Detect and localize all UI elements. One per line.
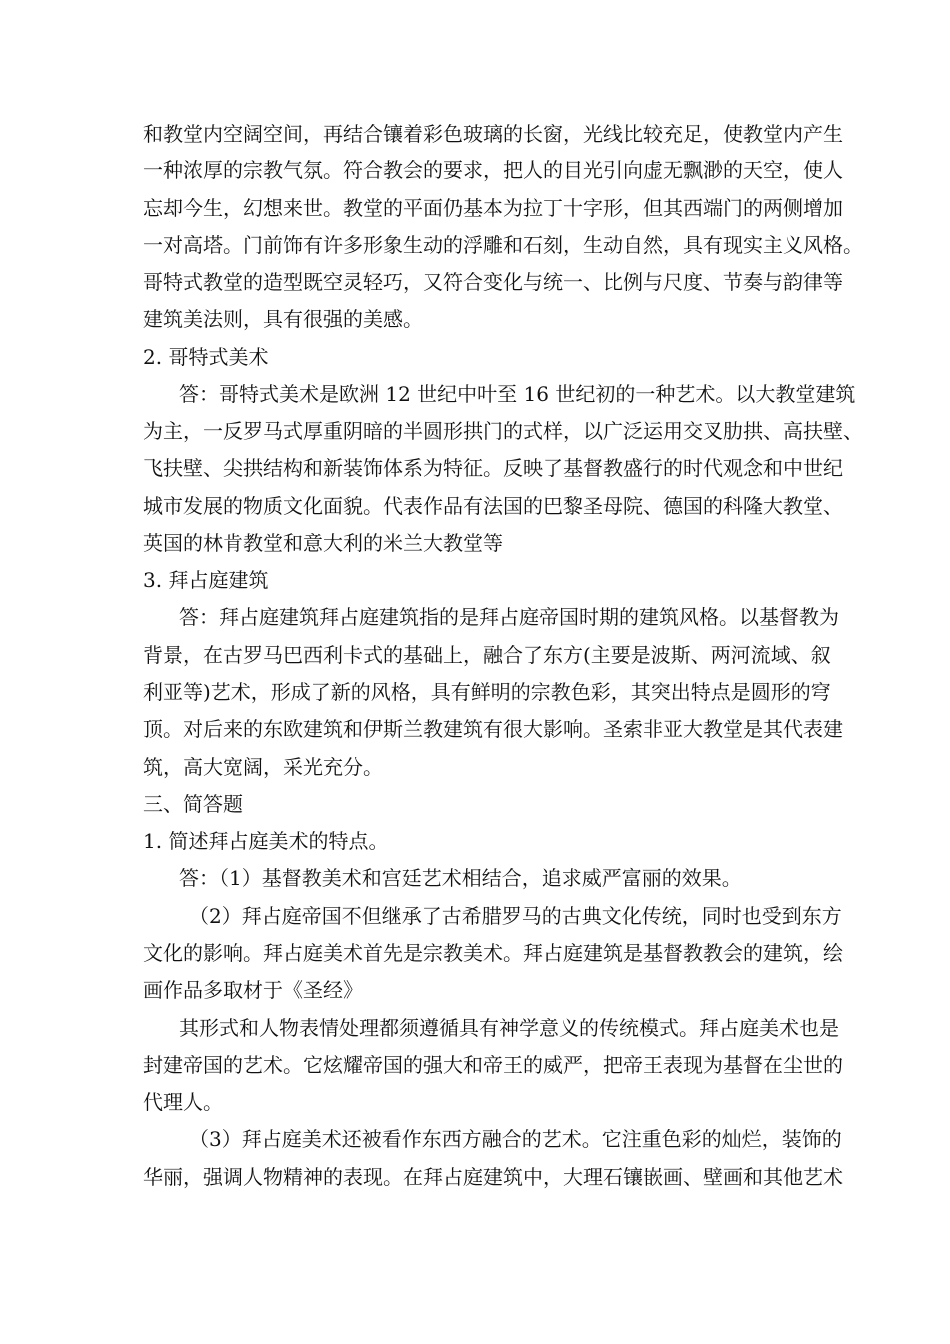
text-line-content: 封建帝国的艺术。它炫耀帝国的强大和帝王的威严，把帝王表现为基督在尘世的 <box>143 1053 843 1077</box>
text-line <box>0 190 950 226</box>
text-line <box>0 935 950 971</box>
text-line-content: 建筑美法则，具有很强的美感。 <box>143 307 423 331</box>
text-line <box>0 152 950 188</box>
text-line-content: 其形式和人物表情处理都须遵循具有神学意义的传统模式。拜占庭美术也是 <box>179 1016 839 1040</box>
question-heading-text: 1. 简述拜占庭美术的特点。 <box>143 829 389 853</box>
text-line-content: （2）拜占庭帝国不但继承了古希腊罗马的古典文化传统，同时也受到东方 <box>189 904 842 928</box>
text-line <box>0 301 950 337</box>
text-line-content: 顶。对后来的东欧建筑和伊斯兰教建筑有很大影响。圣索非亚大教堂是其代表建 <box>143 717 843 741</box>
text-line-content: 画作品多取材于《圣经》 <box>143 978 363 1002</box>
text-line <box>0 711 950 747</box>
text-line-content: 城市发展的物质文化面貌。代表作品有法国的巴黎圣母院、德国的科隆大教堂、 <box>143 494 843 518</box>
text-line-content: 华丽，强调人物精神的表现。在拜占庭建筑中，大理石镶嵌画、壁画和其他艺术 <box>143 1165 843 1189</box>
section-heading-text: 2. 哥特式美术 <box>143 345 269 369</box>
text-line <box>0 860 950 896</box>
text-line-content: 一种浓厚的宗教气氛。符合教会的要求，把人的目光引向虚无飘渺的天空，使人 <box>143 158 843 182</box>
text-line <box>0 525 950 561</box>
text-line <box>0 227 950 263</box>
text-line <box>0 599 950 635</box>
text-line-content: 忘却今生，幻想来世。教堂的平面仍基本为拉丁十字形，但其西端门的两侧增加 <box>143 196 843 220</box>
text-line <box>0 1159 950 1195</box>
text-line <box>0 1084 950 1120</box>
text-line-content: 筑，高大宽阔，采光充分。 <box>143 755 383 779</box>
text-line <box>0 1010 950 1046</box>
text-line <box>0 413 950 449</box>
text-line <box>0 898 950 934</box>
text-line <box>0 376 950 412</box>
text-line <box>0 1047 950 1083</box>
text-line <box>0 488 950 524</box>
text-line-content: 和教堂内空阔空间，再结合镶着彩色玻璃的长窗，光线比较充足，使教堂内产生 <box>143 122 843 146</box>
text-line-content: （3）拜占庭美术还被看作东西方融合的艺术。它注重色彩的灿烂，装饰的 <box>189 1127 842 1151</box>
text-line <box>0 450 950 486</box>
text-line-content: 代理人。 <box>143 1090 223 1114</box>
question-heading <box>0 823 950 859</box>
text-line-content: 飞扶壁、尖拱结构和新装饰体系为特征。反映了基督教盛行的时代观念和中世纪 <box>143 456 843 480</box>
text-line <box>0 116 950 152</box>
section-heading <box>0 339 950 375</box>
section-heading-text: 3. 拜占庭建筑 <box>143 568 269 592</box>
text-line-content: 文化的影响。拜占庭美术首先是宗教美术。拜占庭建筑是基督教教会的建筑，绘 <box>143 941 843 965</box>
text-line-content: 为主，一反罗马式厚重阴暗的半圆形拱门的式样，以广泛运用交叉肋拱、高扶壁、 <box>143 419 863 443</box>
text-line-content: 英国的林肯教堂和意大利的米兰大教堂等 <box>143 531 503 555</box>
text-line-content: 背景，在古罗马巴西利卡式的基础上，融合了东方(主要是波斯、两河流域、叙 <box>143 643 831 667</box>
text-line-content: 答：哥特式美术是欧洲 12 世纪中叶至 16 世纪初的一种艺术。以大教堂建筑 <box>179 382 856 406</box>
text-line <box>0 674 950 710</box>
text-line-content: 利亚等)艺术，形成了新的风格，具有鲜明的宗教色彩，其突出特点是圆形的穹 <box>143 680 831 704</box>
section-heading-text: 三、简答题 <box>143 792 243 816</box>
section-heading <box>0 786 950 822</box>
text-line <box>0 1121 950 1157</box>
text-line <box>0 637 950 673</box>
text-line <box>0 972 950 1008</box>
section-heading <box>0 562 950 598</box>
text-line <box>0 749 950 785</box>
text-line-content: 答：（1）基督教美术和宫廷艺术相结合，追求威严富丽的效果。 <box>179 866 742 890</box>
text-line-content: 哥特式教堂的造型既空灵轻巧，又符合变化与统一、比例与尺度、节奏与韵律等 <box>143 270 843 294</box>
text-line <box>0 264 950 300</box>
text-line-content: 答：拜占庭建筑拜占庭建筑指的是拜占庭帝国时期的建筑风格。以基督教为 <box>179 605 839 629</box>
text-line-content: 一对高塔。门前饰有许多形象生动的浮雕和石刻，生动自然，具有现实主义风格。 <box>143 233 863 257</box>
